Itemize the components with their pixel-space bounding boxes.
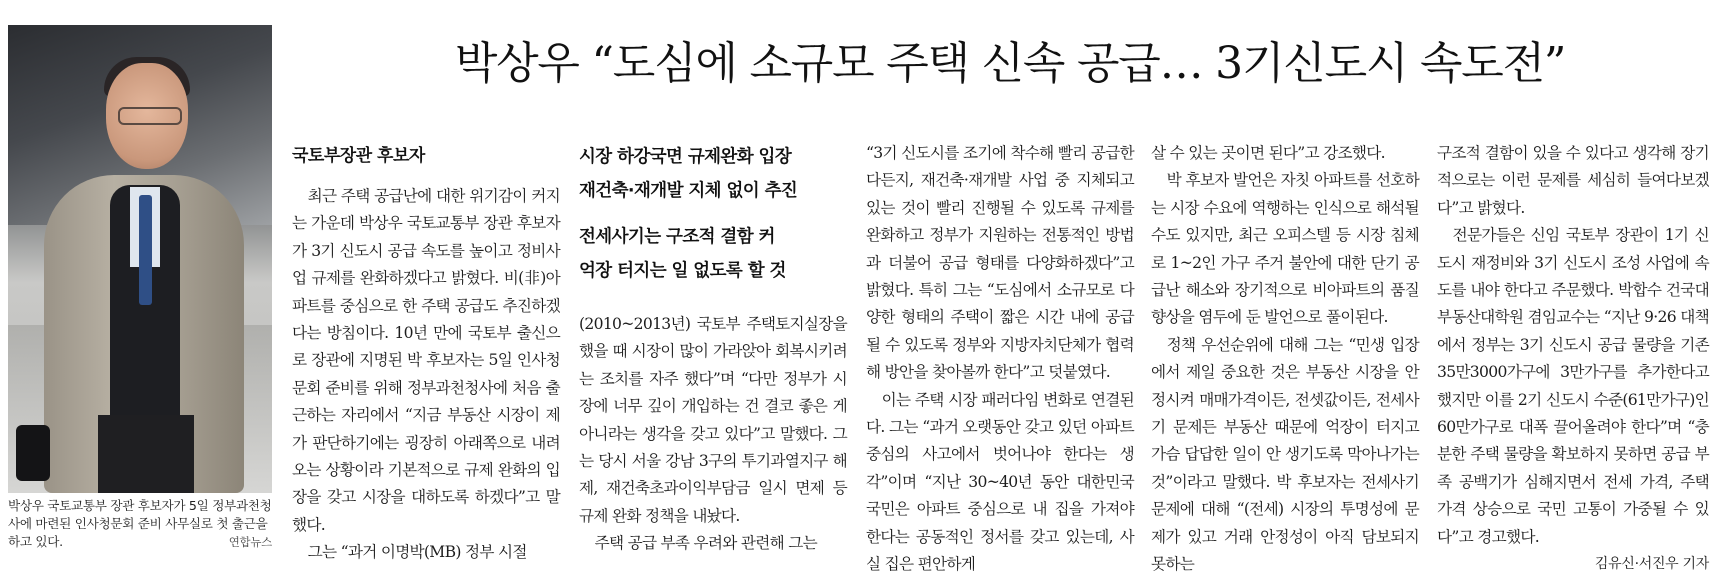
photo-caption-text: 박상우 국토교통부 장관 후보자가 5일 정부과천청사에 마련된 인사청문회 준비 사무실로 첫 출근을 하고 있다.: [8, 498, 272, 549]
paragraph: 정책 우선순위에 대해 그는 “민생 입장에서 제일 중요한 것은 부동산 시장을 안정시켜 매매가격이든, 전셋값이든, 전세사기 문제든 부동산 때문에 억장이 터지고 가슴 답답한 일이 안 생기도록 막아나가는 것”이라고 말했다. 박 후보자는 전세사기 문제에 대해 “(전세) 시장의 투명성에 문제가 있고 거래 안정성이 아직 담보되지 못하는: [1151, 335, 1419, 574]
paragraph: “3기 신도시를 조기에 착수해 빨리 공급한다든지, 재건축·재개발 사업 중 지체되고 있는 것이 빨리 진행될 수 있도록 규제를 완화하고 정부가 지원하는 전통적인 방법과 더불어 공급 형태를 다양화하겠다”고 밝혔다. 특히 그는 “도심에서 소규모로 다양한 형태의 주택이 짧은 시간 내에 공급될 수 있도록 정부와 지방자치단체가 협력해 방안을 찾아볼까 한다”고 덧붙였다.: [866, 144, 1134, 382]
paragraph: (2010~2013년) 국토부 주택토지실장을 했을 때 시장이 많이 가라앉아 회복시키려는 조치를 자주 했다”며 “다만 정부가 시장에 너무 깊이 개입하는 건 결코 좋은 게 아니라는 생각을 갖고 있다”고 말했다. 그는 당시 서울 강남 3구의 투기과열지구 해제, 재건축초과이익부담금 일시 면제 등 규제 완화 정책을 내놨다.: [579, 315, 847, 525]
photo-credit: 연합뉴스: [228, 535, 272, 549]
paragraph: 구조적 결함이 있을 수 있다고 생각해 장기적으로는 이런 문제를 세심히 들여다보겠다”고 밝혔다.: [1437, 144, 1709, 217]
article-column-2: [579, 311, 847, 558]
paragraph: 박 후보자 발언은 자칫 아파트를 선호하는 시장 수요에 역행하는 인식으로 해석될 수도 있지만, 최근 오피스텔 등 시장 침체로 1~2인 가구 주거 불안에 대한 단기 공급난 해소와 장기적으로 비아파트의 품질 향상을 염두에 둔 발언으로 풀이된다.: [1151, 171, 1419, 327]
article-column-1: [292, 140, 560, 567]
paragraph: 전문가들은 신임 국토부 장관이 1기 신도시 재정비와 3기 신도시 조성 사업에 속도를 내야 한다고 주문했다. 박합수 건국대 부동산대학원 겸임교수는 “지난 9·26 대책에서 정부는 3기 신도시 공급 물량을 기존 35만3000가구에 3만가구를 추가한다고 했지만 이를 2기 신도시 수준(61만가구)인 60만가구로 대폭 끌어올려야 한다”며 “충분한 주택 물량을 확보하지 못하면 공급 부족 공백기가 심해지면서 전세 가격, 주택 가격 상승으로 국민 고통이 가중될 수 있다”고 경고했다.: [1437, 226, 1709, 546]
headline: 박상우 “도심에 소규모 주택 신속 공급… 3기신도시 속도전”: [454, 38, 1566, 89]
article-column-4: [1151, 140, 1419, 579]
subhead-redevelopment: 재건축·재개발 지체 없이 추진: [579, 181, 798, 201]
photo-caption: [8, 497, 272, 551]
subhead-jeonse-fraud: 전세사기는 구조적 결함 커: [579, 227, 775, 247]
byline: 김유신·서진우 기자: [1594, 556, 1709, 573]
subhead-no-heartbreak: 억장 터지는 일 없도록 할 것: [579, 261, 786, 281]
subhead-nominee: 국토부장관 후보자: [292, 146, 425, 166]
article-column-5: [1437, 140, 1709, 579]
subhead-deregulation: 시장 하강국면 규제완화 입장: [579, 147, 792, 167]
paragraph: 살 수 있는 곳이면 된다”고 강조했다.: [1151, 144, 1385, 162]
article-photo: [8, 25, 272, 493]
paragraph: 최근 주택 공급난에 대한 위기감이 커지는 가운데 박상우 국토교통부 장관 후보자가 3기 신도시 공급 속도를 높이고 정비사업 규제를 완화하겠다고 밝혔다. 비(非)아파트를 중심으로 한 주택 공급도 추진하겠다는 방침이다. 10년 만에 국토부 출신으로 장관에 지명된 박 후보자는 5일 인사청문회 준비를 위해 정부과천청사에 처음 출근하는 자리에서 “지금 부동산 시장이 제가 판단하기에는 굉장히 아래쪽으로 내려오는 상황이라 기본적으로 규제 완화의 입장을 갖고 시장을 대하도록 하겠다”고 말했다.: [292, 187, 560, 534]
article-column-3: [866, 140, 1134, 579]
paragraph: 그는 “과거 이명박(MB) 정부 시절: [307, 543, 527, 562]
paragraph: 주택 공급 부족 우려와 관련해 그는: [594, 534, 817, 553]
paragraph: 이는 주택 시장 패러다임 변화로 연결된다. 그는 “과거 오랫동안 갖고 있던 아파트 중심의 사고에서 벗어나야 한다는 생각”이며 “지난 30~40년 동안 대한민국 국민은 아파트 중심으로 내 집을 가져야 한다는 공동적인 정서를 갖고 있는데, 사실 집은 편안하게: [866, 390, 1134, 574]
